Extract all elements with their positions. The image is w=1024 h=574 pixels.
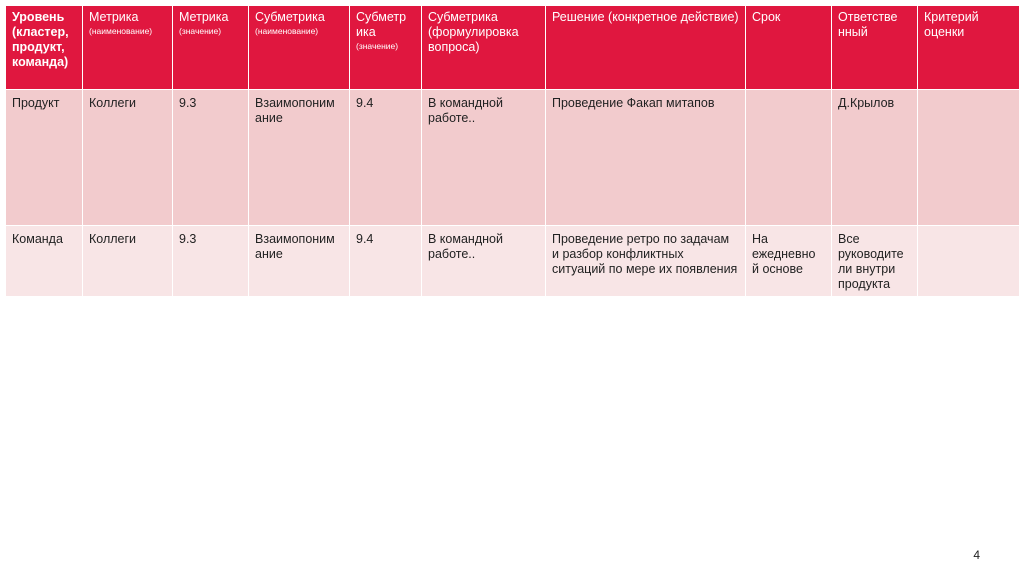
header-submetric-name-note: (наименование) — [255, 26, 319, 36]
header-deadline — [746, 6, 832, 90]
table-row — [6, 90, 1020, 226]
cell-metric-name: Коллеги — [83, 90, 173, 226]
cell-criteria — [918, 226, 1020, 297]
action-plan-table — [5, 5, 1020, 297]
header-criteria — [918, 6, 1020, 90]
header-metric-value-label: Метрика — [179, 10, 229, 24]
cell-solution: Проведение Факап митапов — [546, 90, 746, 226]
header-solution — [546, 6, 746, 90]
header-responsible-label: Ответстве нный — [838, 10, 898, 39]
header-submetric-value — [350, 6, 422, 90]
cell-solution: Проведение ретро по задачам и разбор конфликтных ситуаций по мере их появления — [546, 226, 746, 297]
cell-submetric-value: 9.4 — [350, 226, 422, 297]
header-deadline-label: Срок — [752, 10, 781, 24]
header-solution-label: Решение (конкретное действие) — [552, 10, 739, 24]
cell-deadline — [746, 90, 832, 226]
header-criteria-label: Критерий оценки — [924, 10, 979, 39]
header-submetric-value-label: Субметр ика — [356, 10, 407, 39]
page-number: 4 — [973, 548, 980, 562]
cell-level: Команда — [6, 226, 83, 297]
header-metric-name-label: Метрика — [89, 10, 139, 24]
header-metric-name — [83, 6, 173, 90]
cell-submetric-question: В командной работе.. — [422, 90, 546, 226]
header-metric-value — [173, 6, 249, 90]
header-submetric-name-label: Субметрика — [255, 10, 325, 24]
header-submetric-name — [249, 6, 350, 90]
cell-responsible: Все руководите ли внутри продукта — [832, 226, 918, 297]
cell-metric-name: Коллеги — [83, 226, 173, 297]
header-metric-name-note: (наименование) — [89, 26, 153, 36]
cell-submetric-name: Взаимопоним ание — [249, 226, 350, 297]
table-row — [6, 226, 1020, 297]
cell-submetric-question: В командной работе.. — [422, 226, 546, 297]
cell-responsible: Д.Крылов — [832, 90, 918, 226]
table-header-row — [6, 6, 1020, 90]
cell-submetric-value: 9.4 — [350, 90, 422, 226]
cell-submetric-name: Взаимопоним ание — [249, 90, 350, 226]
header-submetric-value-note: (значение) — [356, 41, 399, 51]
header-submetric-question — [422, 6, 546, 90]
cell-level: Продукт — [6, 90, 83, 226]
header-submetric-question-label: Субметрика (формулировка вопроса) — [428, 10, 519, 54]
header-level — [6, 6, 83, 90]
cell-criteria — [918, 90, 1020, 226]
header-level-label: Уровень (кластер, продукт, команда) — [12, 10, 69, 69]
header-metric-value-note: (значение) — [179, 26, 222, 36]
cell-metric-value: 9.3 — [173, 90, 249, 226]
cell-deadline: На ежедневно й основе — [746, 226, 832, 297]
cell-metric-value: 9.3 — [173, 226, 249, 297]
header-responsible — [832, 6, 918, 90]
